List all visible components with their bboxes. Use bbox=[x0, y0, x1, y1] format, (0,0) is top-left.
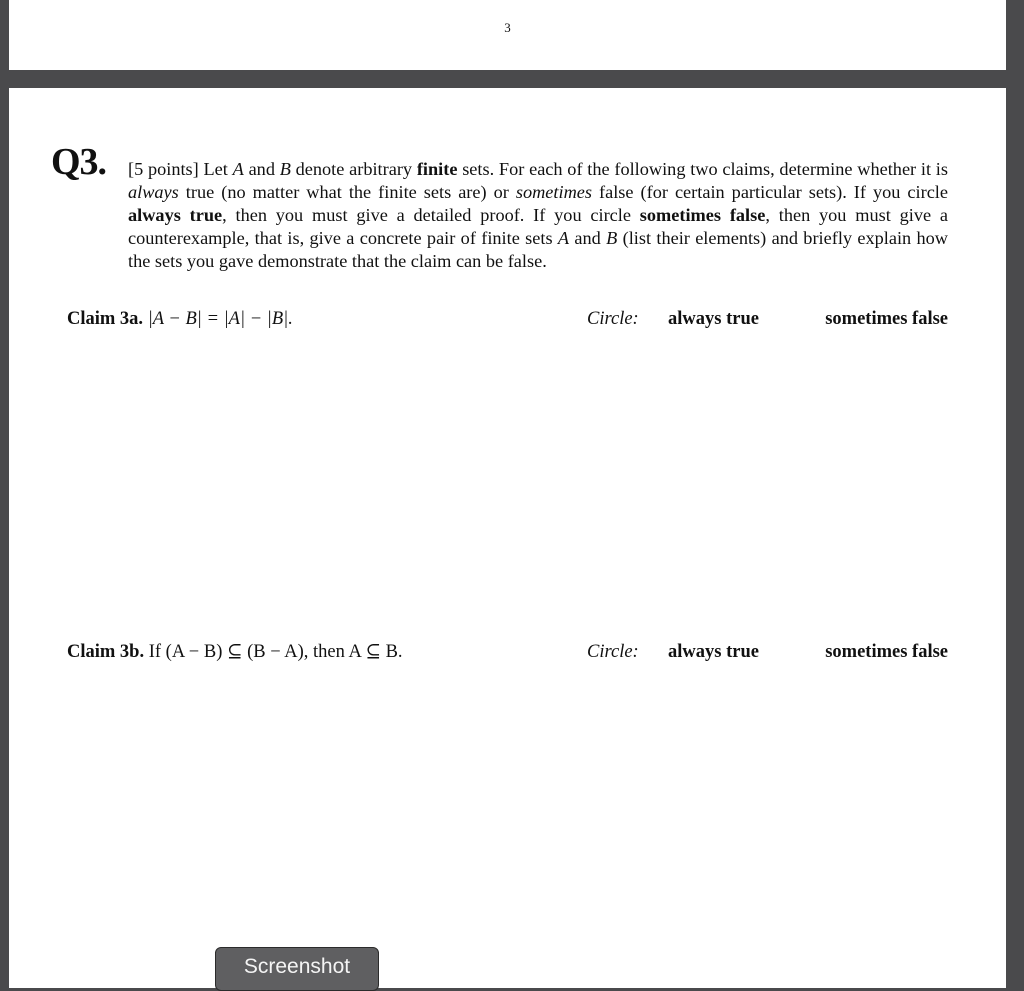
option-always-true: always true bbox=[668, 309, 759, 329]
question-label: Q3. bbox=[51, 141, 107, 183]
page-number: 3 bbox=[504, 20, 511, 35]
document-page bbox=[9, 88, 1006, 988]
sometimes-false-bold: sometimes false bbox=[639, 205, 766, 225]
claim-label: Claim 3a. bbox=[67, 309, 144, 329]
option-sometimes-false: sometimes false bbox=[825, 309, 948, 329]
sometimes-italic: sometimes bbox=[515, 182, 593, 202]
option-sometimes-false: sometimes false bbox=[825, 642, 948, 662]
question-text: [5 points] Let A and B denote arbitrary finite sets. For each of the following two claims, determine whether it is always true (no matter what the finite sets are) or sometimes false (for certain particular sets). If you circle always true, then you must give a detailed proof. If you circle sometimes false, then you must give a counterexample, that is, give a concrete pair of finite sets A and B (list their elements) and briefly explain how the sets you gave demonstrate that the claim can be false. bbox=[128, 159, 948, 271]
claim-3a bbox=[67, 306, 948, 332]
claim-statement: |A − B| = |A| − |B|. bbox=[147, 309, 293, 329]
points: [5 points] bbox=[128, 159, 199, 179]
finite-bold: finite bbox=[416, 159, 458, 179]
claim-label: Claim 3b. bbox=[67, 642, 145, 662]
always-true-bold: always true bbox=[128, 205, 223, 225]
always-italic: always bbox=[128, 182, 179, 202]
claim-statement: If (A − B) ⊆ (B − A), then A ⊆ B. bbox=[148, 642, 403, 662]
claim-3b bbox=[67, 639, 948, 665]
circle-label: Circle: bbox=[587, 309, 639, 329]
option-always-true: always true bbox=[668, 642, 759, 662]
circle-label: Circle: bbox=[587, 642, 639, 662]
screenshot-button[interactable]: Screenshot bbox=[215, 947, 379, 991]
previous-page bbox=[9, 0, 1006, 70]
